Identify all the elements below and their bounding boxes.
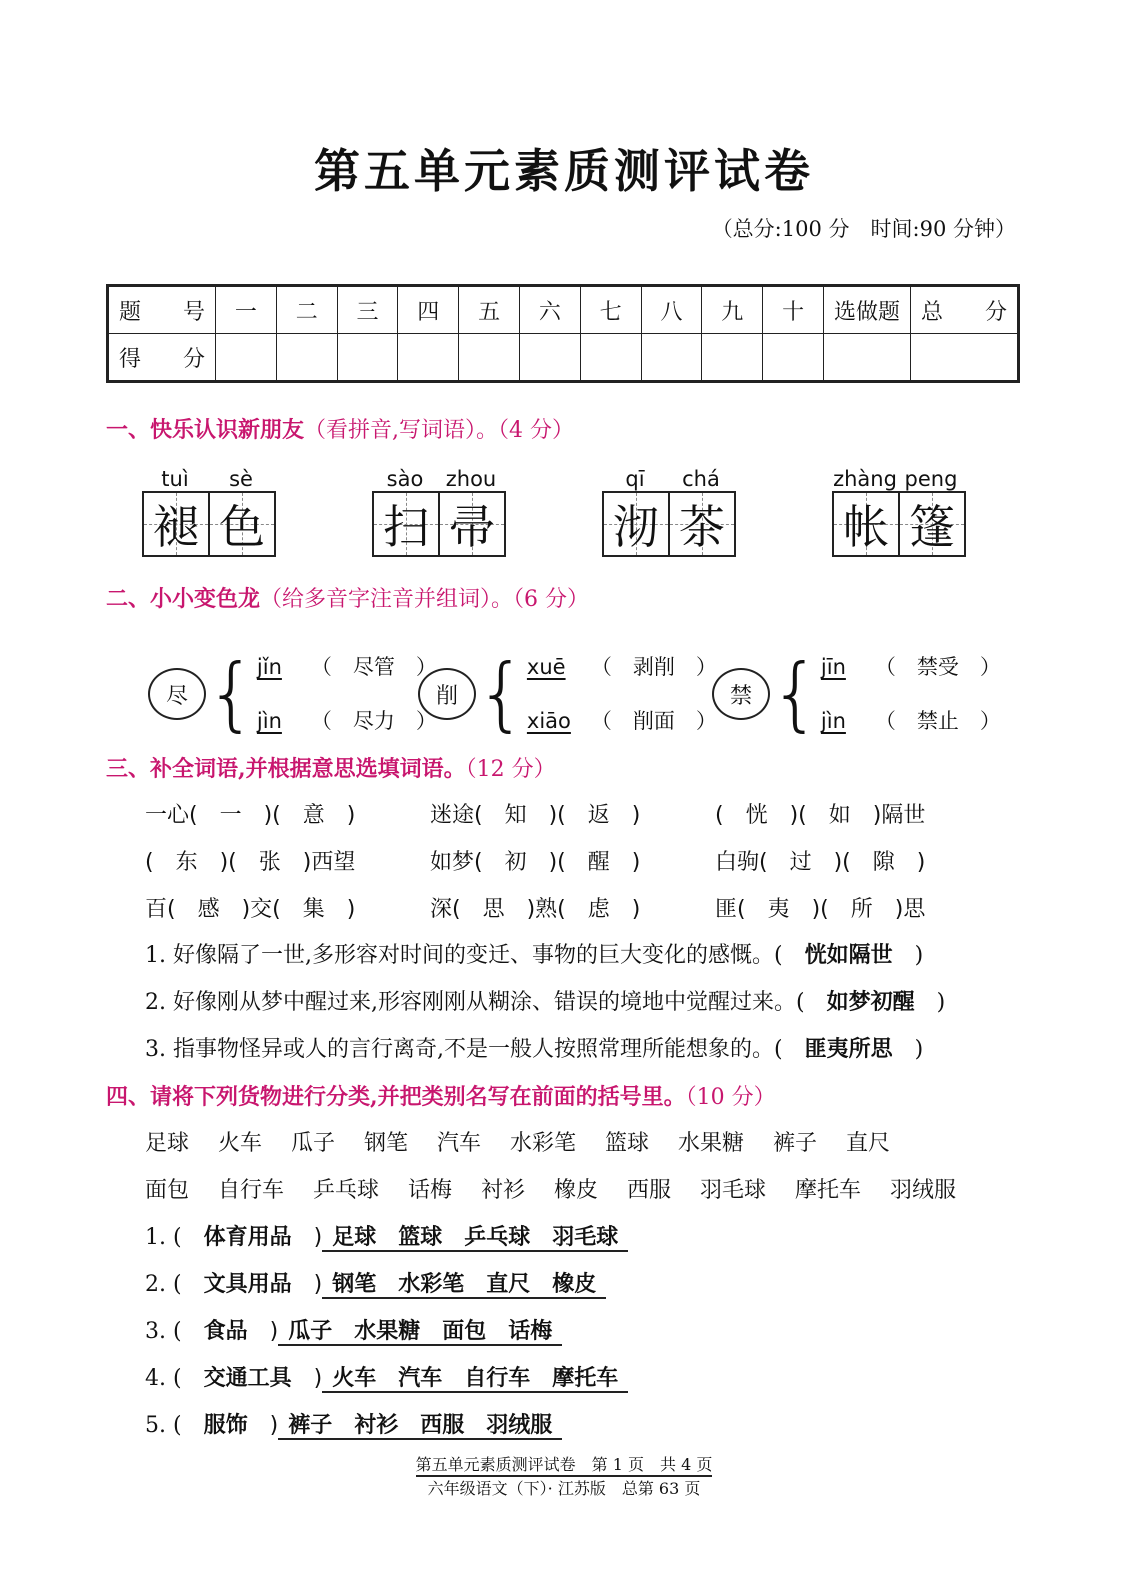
score-cell[interactable]: [519, 334, 580, 382]
char-cell: 茶: [668, 493, 734, 555]
score-row-header: 得 分: [108, 334, 216, 382]
score-col: 选做题: [824, 286, 911, 334]
score-cell[interactable]: [337, 334, 398, 382]
char-cell: 扫: [374, 493, 438, 555]
score-cell[interactable]: [580, 334, 641, 382]
pinyin-item: [372, 467, 506, 557]
pinyin: sè: [229, 467, 253, 491]
goods-list: 面包 自行车 乒乓球 话梅 衬衫 橡皮 西服 羽毛球 摩托车 羽绒服: [145, 1178, 956, 1203]
category-answer: 4. ( 交通工具 ) 火车 汽车 自行车 摩托车: [145, 1361, 628, 1392]
score-col: 四: [398, 286, 459, 334]
pinyin: sào: [386, 467, 424, 491]
pinyin: tuì: [161, 467, 189, 491]
question: 2. 好像刚从梦中醒过来,形容刚刚从糊涂、错误的境地中觉醒过来。( 如梦初醒 ): [145, 990, 946, 1015]
answer: 匪夷所思: [804, 1037, 893, 1062]
footer-line-1: 第五单元素质测评试卷 第 1 页 共 4 页: [0, 1452, 1128, 1475]
char-cell: 褪: [144, 493, 208, 555]
apple-char: 削: [418, 668, 476, 720]
brace: {: [476, 647, 527, 740]
char-grid: [832, 491, 966, 557]
score-cell[interactable]: [911, 334, 1019, 382]
category-answer: 2. ( 文具用品 ) 钢笔 水彩笔 直尺 橡皮: [145, 1267, 606, 1298]
section-4-title: 四、请将下列货物进行分类,并把类别名写在前面的括号里。: [106, 1084, 686, 1110]
char-cell: 篷: [898, 493, 964, 555]
char-grid: [372, 491, 506, 557]
score-col: 九: [702, 286, 763, 334]
score-table-header-row: [108, 286, 1019, 334]
brace: {: [770, 647, 821, 740]
section-3-heading: [106, 752, 556, 783]
section-4-heading: [106, 1080, 776, 1111]
section-4-pts: （10 分）: [685, 1085, 776, 1110]
section-3-pts: （12 分）: [465, 757, 556, 782]
pinyin: qī: [625, 467, 645, 491]
idiom-row: [145, 798, 925, 829]
pinyin: peng: [904, 467, 958, 491]
category-answer: 1. ( 体育用品 ) 足球 篮球 乒乓球 羽毛球: [145, 1220, 628, 1251]
score-cell[interactable]: [459, 334, 520, 382]
brace: {: [206, 647, 257, 740]
score-col: 一: [216, 286, 277, 334]
score-cell[interactable]: [763, 334, 824, 382]
goods-list: 足球 火车 瓜子 钢笔 汽车 水彩笔 篮球 水果糖 裤子 直尺: [145, 1131, 890, 1156]
section-1-heading: [106, 413, 574, 444]
apple-char: 尽: [148, 668, 206, 720]
char-cell: 帚: [438, 493, 504, 555]
score-table-score-row: [108, 334, 1019, 382]
polyphone-item: [418, 640, 717, 748]
score-table: [106, 284, 1020, 383]
idiom: ( 东 )( 张 )西望: [145, 850, 356, 875]
pinyin: chá: [682, 467, 720, 491]
idiom: 迷途( 知 )( 返 ): [430, 803, 641, 828]
char-cell: 帐: [834, 493, 898, 555]
apple-char: 禁: [712, 668, 770, 720]
section-3-title: 三、补全词语,并根据意思选填词语。: [106, 756, 466, 782]
polyphone-item: [148, 640, 437, 748]
score-col: 十: [763, 286, 824, 334]
section-1-hint: （看拼音,写词语）。（4 分）: [304, 418, 574, 443]
score-col: 二: [276, 286, 337, 334]
idiom: 深( 思 )熟( 虑 ): [430, 897, 641, 922]
score-cell[interactable]: [824, 334, 911, 382]
polyphone-line: jìn （ 禁止 ）: [820, 709, 1001, 733]
question: 3. 指事物怪异或人的言行离奇,不是一般人按照常理所能想象的。( 匪夷所思 ): [145, 1037, 924, 1062]
score-cell[interactable]: [276, 334, 337, 382]
score-cell[interactable]: [702, 334, 763, 382]
polyphone-line: jīn （ 禁受 ）: [820, 655, 1001, 679]
score-col: 六: [519, 286, 580, 334]
idiom: 百( 感 )交( 集 ): [145, 897, 356, 922]
polyphone-item: [712, 640, 1001, 748]
score-col-total: 总 分: [911, 286, 1019, 334]
category-answer: 3. ( 食品 ) 瓜子 水果糖 面包 话梅: [145, 1314, 562, 1345]
section-2-hint: （给多音字注音并组词）。（6 分）: [260, 587, 590, 612]
pinyin-item: [602, 467, 736, 557]
polyphone-line: jìn （ 尽力 ）: [256, 709, 437, 733]
score-cell[interactable]: [641, 334, 702, 382]
pinyin: zhou: [445, 467, 497, 491]
category-answer: 5. ( 服饰 ) 裤子 衬衫 西服 羽绒服: [145, 1408, 562, 1439]
score-cell[interactable]: [398, 334, 459, 382]
pinyin-item: [142, 467, 276, 557]
polyphone-line: jǐn （ 尽管 ）: [256, 655, 437, 679]
score-cell[interactable]: [216, 334, 277, 382]
score-row-header: 题 号: [108, 286, 216, 334]
question: 1. 好像隔了一世,多形容对时间的变迁、事物的巨大变化的感慨。( 恍如隔世 ): [145, 943, 924, 968]
idiom: 一心( 一 )( 意 ): [145, 803, 356, 828]
exam-meta: （总分:100 分 时间:90 分钟）: [711, 217, 1016, 241]
page-title: 第五单元素质测评试卷: [314, 144, 814, 198]
score-col: 七: [580, 286, 641, 334]
polyphone-line: xuē （ 剥削 ）: [526, 655, 717, 679]
score-col: 八: [641, 286, 702, 334]
pinyin: zhàng: [833, 467, 897, 491]
score-col: 三: [337, 286, 398, 334]
char-cell: 沏: [604, 493, 668, 555]
footer-line-2: 六年级语文（下）· 江苏版 总第 63 页: [427, 1479, 701, 1498]
answer: 如梦初醒: [826, 990, 915, 1015]
section-1-title: 一、快乐认识新朋友: [106, 417, 305, 443]
answer: 恍如隔世: [804, 943, 893, 968]
idiom-row: [145, 845, 925, 876]
section-2-title: 二、小小变色龙: [106, 586, 261, 612]
polyphone-line: xiāo （ 削面 ）: [526, 709, 717, 733]
idiom: 如梦( 初 )( 醒 ): [430, 850, 641, 875]
idiom: 匪( 夷 )( 所 )思: [715, 897, 926, 922]
idiom-row: [145, 892, 925, 923]
idiom: ( 恍 )( 如 )隔世: [715, 803, 926, 828]
section-2-heading: [106, 582, 589, 613]
char-grid: [602, 491, 736, 557]
pinyin-item: [832, 467, 966, 557]
char-cell: 色: [208, 493, 274, 555]
char-grid: [142, 491, 276, 557]
idiom: 白驹( 过 )( 隙 ): [715, 850, 926, 875]
score-col: 五: [459, 286, 520, 334]
